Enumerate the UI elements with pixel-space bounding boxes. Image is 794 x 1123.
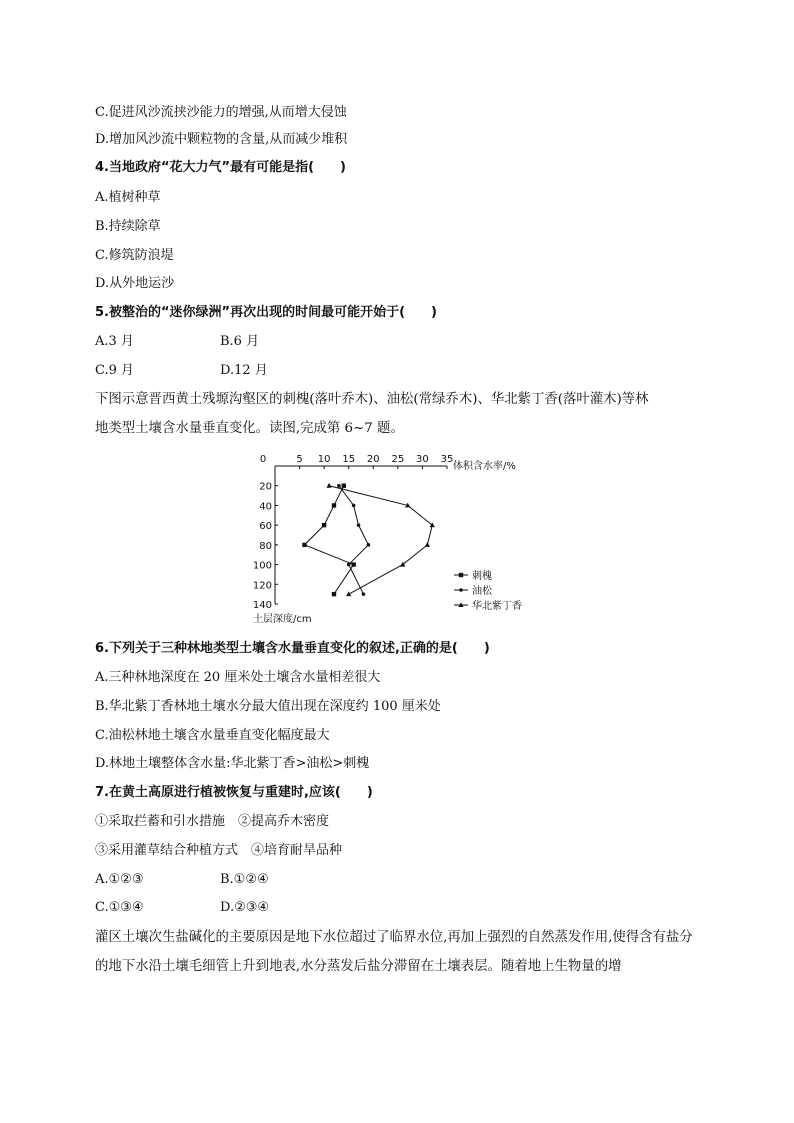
data-point-square xyxy=(332,592,336,596)
x-axis-label: 体积含水率/% xyxy=(453,461,516,472)
closing-paragraph: 灌区土壤次生盐碱化的主要原因是地下水位超过了临界水位,再加上强烈的自然蒸发作用,使得含有盐分的地下水沿土壤毛细管上升到地表,水分蒸发后盐分滞留在土壤表层。随着地上生物量的增 xyxy=(95,930,693,974)
x-tick-label: 35 xyxy=(440,454,454,465)
x-tick-label: 15 xyxy=(342,454,356,465)
legend-label: 华北紫丁香 xyxy=(472,601,522,612)
series-line-dot xyxy=(339,486,368,594)
question-5-option-b: B.6 月 xyxy=(220,334,260,349)
data-point-square xyxy=(342,484,346,488)
data-point-dot xyxy=(357,523,361,527)
question-7-option-d: D.②③④ xyxy=(220,900,270,915)
question-7-option-c: C.①③④ xyxy=(95,900,144,915)
question-5-option-d: D.12 月 xyxy=(220,363,268,378)
option-d-prev: D.增加风沙流中颗粒物的含量,从而减少堆积 xyxy=(95,132,348,147)
data-point-square xyxy=(351,562,355,566)
legend-marker-square xyxy=(459,573,463,577)
question-6-option-a: A.三种林地深度在 20 厘米处土壤含水量相差很大 xyxy=(95,670,381,685)
data-point-dot xyxy=(337,484,341,488)
question-7-option-a: A.①②③ xyxy=(95,872,144,887)
data-point-dot xyxy=(352,504,356,508)
y-tick-label: 20 xyxy=(259,481,272,493)
intro-line-1: 下图示意晋西黄土残塬沟壑区的刺槐(落叶乔木)、油松(常绿乔木)、华北紫丁香(落叶灌木)等林 xyxy=(95,392,649,407)
question-4-option-b: B.持续除草 xyxy=(95,219,161,234)
chart-legend xyxy=(454,569,522,612)
data-point-triangle xyxy=(326,483,331,488)
x-tick-label: 5 xyxy=(296,454,303,465)
legend-label: 刺槐 xyxy=(472,571,492,582)
data-point-square xyxy=(332,503,336,507)
y-tick-label: 60 xyxy=(259,521,272,533)
chart-series xyxy=(302,483,435,596)
question-5-option-c: C.9 月 xyxy=(95,363,135,378)
data-point-dot xyxy=(367,543,371,547)
data-point-square xyxy=(302,543,306,547)
data-point-triangle xyxy=(425,542,430,547)
y-tick-label: 140 xyxy=(252,600,272,611)
data-point-square xyxy=(322,523,326,527)
question-7-option-b: B.①②④ xyxy=(220,872,269,887)
y-tick-label: 80 xyxy=(259,540,272,552)
data-point-dot xyxy=(347,563,351,567)
question-5-stem: 5.被整治的“迷你绿洲”再次出现的时间最可能开始于( ) xyxy=(95,305,437,320)
y-tick-label: 40 xyxy=(259,501,272,513)
legend-marker-dot xyxy=(459,588,463,592)
question-7-stem: 7.在黄土高原进行植被恢复与重建时,应该( ) xyxy=(95,785,373,800)
question-6-option-c: C.油松林地土壤含水量垂直变化幅度最大 xyxy=(95,728,330,743)
question-6-option-b: B.华北紫丁香林地土壤水分最大值出现在深度约 100 厘米处 xyxy=(95,699,441,714)
question-7-choices-1: ①采取拦蓄和引水措施 ②提高乔木密度 xyxy=(95,814,330,829)
x-tick-label: 10 xyxy=(317,454,331,465)
intro-line-2: 地类型土壤含水量垂直变化。读图,完成第 6~7 题。 xyxy=(95,421,404,436)
series-line-square xyxy=(304,486,353,594)
question-4-option-a: A.植树种草 xyxy=(95,190,161,205)
data-point-triangle xyxy=(346,591,351,596)
x-tick-label: 30 xyxy=(416,454,429,465)
question-7-choices-2: ③采用灌草结合种植方式 ④培育耐旱品种 xyxy=(95,843,343,858)
x-tick-label: 25 xyxy=(391,454,405,465)
option-c-prev: C.促进风沙流挟沙能力的增强,从而增大侵蚀 xyxy=(95,105,347,120)
y-tick-label: 120 xyxy=(252,580,272,592)
question-4-stem: 4.当地政府“花大力气”最有可能是指( ) xyxy=(95,160,346,175)
x-tick-label: 20 xyxy=(366,454,380,465)
y-tick-label: 100 xyxy=(252,560,272,572)
question-4-option-d: D.从外地运沙 xyxy=(95,276,175,291)
question-5-option-a: A.3 月 xyxy=(95,334,134,349)
question-6-stem: 6.下列关于三种林地类型土壤含水量垂直变化的叙述,正确的是( ) xyxy=(95,641,490,656)
legend-label: 油松 xyxy=(472,586,492,597)
soil-moisture-chart xyxy=(250,450,560,625)
x-tick-label: 0 xyxy=(259,454,267,465)
chart-axes xyxy=(253,454,453,611)
question-6-option-d: D.林地土壤整体含水量:华北紫丁香>油松>刺槐 xyxy=(95,756,370,771)
question-4-option-c: C.修筑防浪堤 xyxy=(95,248,174,263)
data-point-dot xyxy=(362,592,366,596)
y-axis-label: 土层深度/cm xyxy=(253,614,312,625)
